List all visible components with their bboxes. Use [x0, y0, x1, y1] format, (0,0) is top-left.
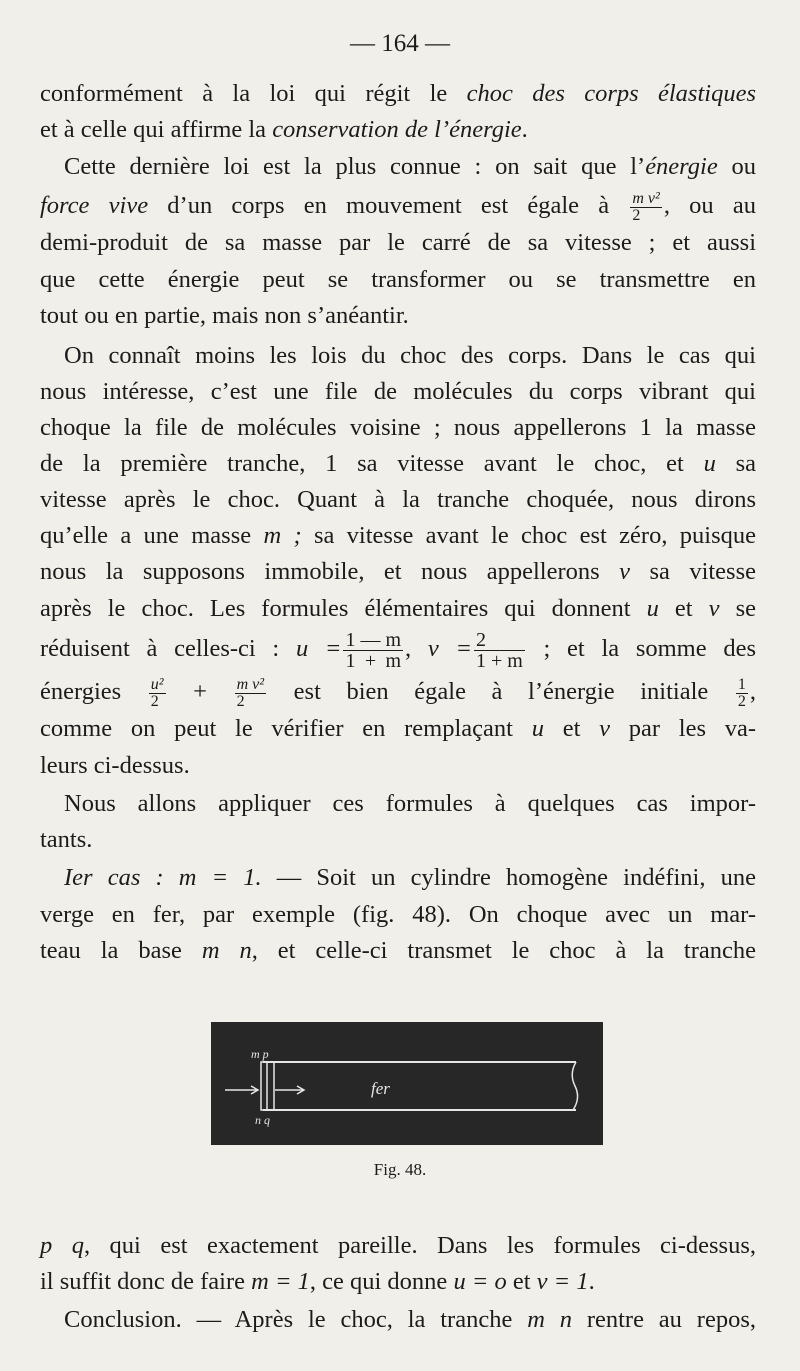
italic-span: m = 1	[251, 1268, 310, 1295]
fraction-denominator: 2	[737, 692, 746, 710]
figure-48	[211, 1022, 603, 1145]
text-line: tants.	[40, 826, 93, 853]
text-span: ; et la somme des	[526, 635, 756, 663]
text-span: teau la base	[40, 937, 202, 964]
text-line	[40, 188, 756, 224]
fraction-numerator: m v²	[632, 189, 660, 207]
label-fer: fer	[371, 1079, 390, 1098]
text-line: vitesse après le choc. Quant à la tranche choquée, nous dirons	[40, 486, 756, 513]
italic-span: choc des corps élastiques	[466, 80, 756, 107]
text-span: Conclusion. — Après le choc, la tranche	[64, 1306, 528, 1333]
italic-span: conservation de l’énergie	[272, 116, 522, 143]
italic-span: u	[646, 595, 659, 622]
text-span: sa	[715, 450, 756, 477]
text-line	[40, 446, 756, 482]
text-span: — Soit un cylindre homogène indéfini, une	[261, 864, 756, 891]
text-line	[64, 1302, 756, 1338]
figure-caption: Fig. 48.	[373, 1160, 427, 1179]
label-nq: n q	[255, 1113, 270, 1127]
italic-span: u = o	[453, 1268, 507, 1295]
fraction-denominator: 2	[236, 692, 245, 710]
text-span: , qui est exactement pareille. Dans les formules ci-dessus,	[83, 1232, 757, 1259]
italic-span: v	[708, 595, 720, 622]
formula-v-lhs: v =	[427, 635, 472, 663]
italic-span: Ier cas : m = 1.	[64, 864, 262, 891]
fraction-numerator: 1	[737, 675, 746, 693]
fraction-numerator: 1 — m	[345, 629, 402, 651]
italic-span: v	[619, 558, 631, 585]
text-span: nous la supposons immobile, et nous appellerons	[40, 558, 620, 585]
text-span: ,	[749, 678, 756, 705]
fraction-numerator: u²	[150, 675, 164, 693]
text-line	[40, 933, 756, 969]
text-span: , ou au	[663, 192, 756, 219]
fraction-denominator: 2	[632, 206, 641, 224]
page-number: — 164 —	[350, 30, 450, 57]
text-line: que cette énergie peut se transformer ou se transmettre en	[40, 266, 756, 293]
text-line	[40, 674, 756, 710]
italic-span: m ;	[263, 522, 302, 549]
text-line	[40, 112, 756, 148]
italic-span: v	[599, 715, 610, 742]
fraction-denominator: 1 + m	[475, 650, 523, 672]
text-line: tout ou en partie, mais non s’anéantir.	[40, 302, 409, 329]
text-span: il suffit donc de faire	[40, 1268, 252, 1295]
italic-span: force vive	[40, 192, 149, 219]
text-span: sa vitesse avant le choc est zéro, puisque	[301, 522, 756, 549]
fraction-denominator: 1 + m	[345, 650, 402, 672]
text-span: .	[521, 116, 528, 143]
text-line: On connaît moins les lois du choc des corps. Dans le cas qui	[64, 342, 756, 369]
text-line	[40, 554, 756, 590]
label-mp: m p	[251, 1047, 269, 1061]
text-span: et	[506, 1268, 537, 1295]
text-line	[40, 630, 756, 671]
text-line: choque la file de molécules voisine ; nous appellerons 1 la masse	[40, 414, 756, 441]
text-span: d’un corps en mouvement est égale à	[148, 192, 629, 219]
text-span: conformément à la loi qui régit le	[40, 80, 467, 107]
text-span: et	[658, 595, 709, 622]
text-span: et à celle qui affirme la	[40, 116, 273, 143]
fraction-1-over-2	[736, 677, 748, 710]
text-span: rentre au repos,	[571, 1306, 756, 1333]
italic-span: p q	[40, 1232, 84, 1259]
text-line: demi-produit de sa masse par le carré de sa vitesse ; et aussi	[40, 229, 756, 256]
fraction-denominator: 2	[150, 692, 159, 710]
text-span: ou	[717, 153, 756, 180]
text-line	[40, 711, 756, 747]
text-span: .	[588, 1268, 595, 1295]
text-span: par les va-	[610, 715, 757, 742]
slice-mn	[261, 1062, 267, 1110]
rod-break-line	[572, 1062, 577, 1110]
fraction-v	[474, 630, 525, 671]
text-span: Cette dernière loi est la plus connue : on sait que l’	[64, 153, 646, 180]
text-line	[40, 1264, 756, 1300]
text-line: verge en fer, par exemple (fig. 48). On choque avec un mar-	[40, 901, 756, 928]
italic-span: u	[531, 715, 544, 742]
text-span: , ce qui donne	[309, 1268, 454, 1295]
text-span: réduisent à celles-ci :	[40, 635, 296, 663]
text-line	[40, 1228, 756, 1264]
text-span: ,	[405, 635, 428, 663]
text-span: , et celle-ci transmet le choc à la tranche	[251, 937, 756, 964]
fraction-mv2-over-2	[630, 191, 661, 224]
text-span: après le choc. Les formules élémentaires qui donnent	[40, 595, 647, 622]
text-line	[64, 860, 756, 896]
fraction-u	[343, 630, 403, 671]
italic-span: énergie	[645, 153, 718, 180]
formula-u-lhs: u =	[295, 635, 342, 663]
text-span: qu’elle a une masse	[40, 522, 264, 549]
fraction-numerator: m v²	[236, 675, 265, 693]
fraction-mv2-over-2	[235, 677, 266, 710]
text-span: comme on peut le vérifier en remplaçant	[40, 715, 532, 742]
text-line: Nous allons appliquer ces formules à quelques cas impor-	[64, 790, 756, 817]
text-line: nous intéresse, c’est une file de molécules du corps vibrant qui	[40, 378, 756, 405]
text-line	[64, 149, 756, 185]
italic-span: u	[703, 450, 716, 477]
text-line	[40, 518, 756, 554]
text-line	[40, 591, 756, 627]
figure-48-drawing	[211, 1022, 603, 1145]
text-span: est bien égale à l’énergie initiale	[268, 678, 734, 705]
text-line: leurs ci-dessus.	[40, 752, 190, 779]
fraction-numerator: 2	[474, 630, 525, 651]
text-span: se	[719, 595, 756, 622]
text-span: de la première tranche, 1 sa vitesse avant le choc, et	[40, 450, 704, 477]
italic-span: m n	[527, 1306, 572, 1333]
italic-span: m n	[201, 937, 252, 964]
text-line	[40, 76, 756, 112]
text-span: +	[167, 678, 233, 705]
fraction-u2-over-2	[149, 677, 166, 710]
italic-span: v = 1	[536, 1268, 589, 1295]
text-span: et	[543, 715, 600, 742]
text-span: énergies	[40, 678, 147, 705]
text-span: sa vitesse	[630, 558, 757, 585]
